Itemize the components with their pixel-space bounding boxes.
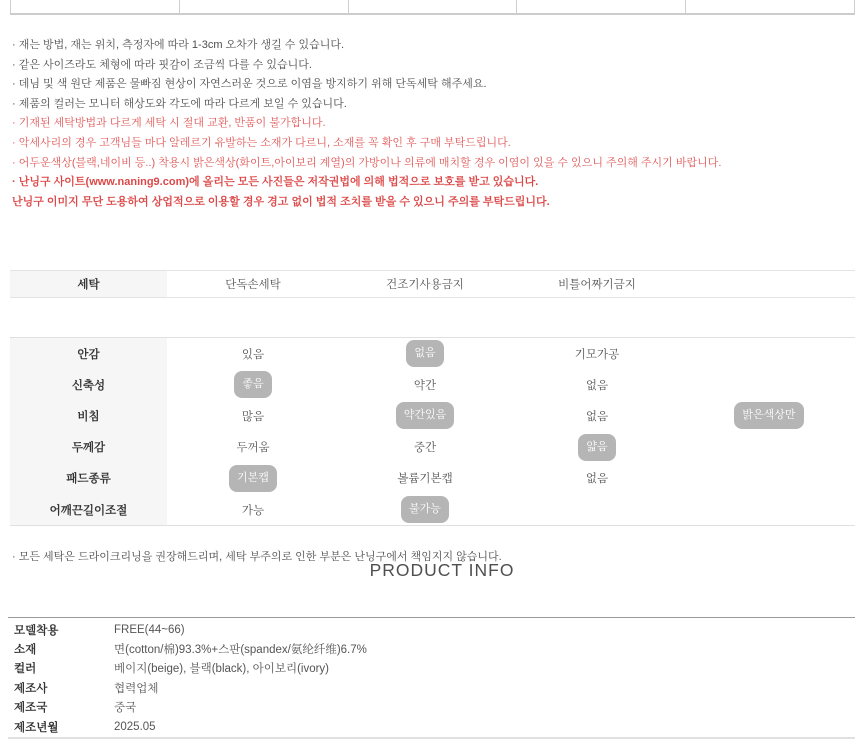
notice-line: · 어두운색상(블랙,네이비 등..) 착용시 밝은색상(화이트,아이보리 계열)의 가방이나 의류에 매치할 경우 이염이 있을 수 있으니 주의해 주시기 바랍니다. bbox=[12, 156, 722, 169]
product-info-label: 컬러 bbox=[14, 663, 37, 676]
notice-line: · 악세사리의 경우 고객님들 마다 알레르기 유발하는 소재가 다르니, 소재를 꼭 확인 후 구매 부탁드립니다. bbox=[12, 136, 511, 149]
product-info-value: 2025.05 bbox=[114, 720, 156, 733]
feature-label: 안감 bbox=[10, 338, 167, 369]
feature-selected-badge: 얇음 bbox=[578, 434, 615, 461]
feature-selected-badge: 없음 bbox=[406, 340, 443, 367]
feature-row bbox=[10, 463, 855, 494]
feature-table bbox=[10, 337, 855, 526]
product-info-row bbox=[8, 659, 855, 678]
care-method: 건조기사용금지 bbox=[386, 279, 464, 291]
feature-selected-badge: 약간있음 bbox=[396, 402, 455, 429]
size-table-cell bbox=[685, 0, 855, 13]
notice-line: · 난닝구 사이트(www.naning9.com)에 올리는 모든 사진들은 저작권법에 의해 법적으로 보호를 받고 있습니다. bbox=[12, 176, 539, 189]
feature-selected-badge: 좋음 bbox=[234, 371, 271, 398]
feature-cell: 있음 bbox=[241, 348, 265, 361]
feature-cell: 볼륨기본캡 bbox=[397, 473, 453, 486]
size-table-bottom-row bbox=[10, 0, 855, 15]
notice-list bbox=[12, 36, 854, 212]
feature-cell bbox=[339, 494, 511, 525]
feature-cell: 많음 bbox=[241, 410, 265, 423]
feature-label: 비침 bbox=[10, 400, 167, 431]
feature-cell bbox=[683, 432, 855, 463]
feature-cell bbox=[683, 494, 855, 525]
feature-cell: 없음 bbox=[585, 473, 609, 486]
feature-label: 신축성 bbox=[10, 369, 167, 400]
product-info-title: PRODUCT INFO bbox=[369, 560, 515, 580]
feature-cell: 없음 bbox=[585, 379, 609, 392]
size-table-cell bbox=[10, 0, 179, 13]
feature-row bbox=[10, 432, 855, 463]
feature-row bbox=[10, 400, 855, 431]
notice-line: 난닝구 이미지 무단 도용하여 상업적으로 이용할 경우 경고 없이 법적 조치를 받을 수 있으니 주의를 부탁드립니다. bbox=[12, 195, 550, 208]
feature-cell: 기모가공 bbox=[574, 348, 620, 361]
feature-cell bbox=[339, 400, 511, 431]
feature-cell bbox=[683, 338, 855, 369]
care-instruction-table bbox=[10, 270, 855, 298]
product-info-label: 제조년월 bbox=[14, 721, 59, 734]
care-method: 비틀어짜기금지 bbox=[558, 279, 636, 291]
feature-label: 패드종류 bbox=[10, 463, 167, 494]
product-info-label: 소재 bbox=[14, 644, 37, 657]
care-note: · 모든 세탁은 드라이크리닝을 권장해드리며, 세탁 부주의로 인한 부분은 난닝구에서 책임지지 않습니다. bbox=[12, 551, 502, 563]
size-table-cell bbox=[179, 0, 348, 13]
feature-row bbox=[10, 338, 855, 369]
feature-cell bbox=[511, 432, 683, 463]
feature-label: 어깨끈길이조절 bbox=[10, 494, 167, 525]
feature-label: 두께감 bbox=[10, 432, 167, 463]
feature-cell bbox=[683, 369, 855, 400]
feature-cell bbox=[167, 463, 339, 494]
feature-selected-badge: 밝은색상만 bbox=[734, 402, 803, 429]
product-info-table bbox=[8, 617, 855, 739]
product-info-row bbox=[8, 717, 855, 736]
product-info-value: 면(cotton/棉)93.3%+스판(spandex/氨纶纤维)6.7% bbox=[114, 644, 367, 657]
feature-selected-badge: 불가능 bbox=[401, 496, 449, 523]
feature-cell bbox=[339, 338, 511, 369]
product-info-label: 제조국 bbox=[14, 702, 48, 715]
feature-cell bbox=[167, 369, 339, 400]
notice-line: · 제품의 컬러는 모니터 해상도와 각도에 따라 다르게 보일 수 있습니다. bbox=[12, 97, 347, 110]
feature-cell: 두꺼움 bbox=[236, 442, 270, 455]
product-info-label: 제조사 bbox=[14, 682, 48, 695]
product-info-value: 협력업체 bbox=[114, 682, 159, 695]
product-info-row bbox=[8, 698, 855, 717]
size-table-cell bbox=[516, 0, 685, 13]
notice-line: · 기재된 세탁방법과 다르게 세탁 시 절대 교환, 반품이 불가합니다. bbox=[12, 117, 326, 130]
feature-cell bbox=[683, 400, 855, 431]
feature-cell: 없음 bbox=[585, 410, 609, 423]
feature-cell bbox=[511, 494, 683, 525]
feature-cell: 가능 bbox=[241, 504, 265, 517]
feature-cell: 중간 bbox=[413, 442, 437, 455]
size-table-cell bbox=[348, 0, 517, 13]
notice-line: · 재는 방법, 재는 위치, 측정자에 따라 1-3cm 오차가 생길 수 있습니다. bbox=[12, 39, 345, 51]
feature-row bbox=[10, 369, 855, 400]
product-info-label: 모델착용 bbox=[14, 624, 59, 637]
product-info-row bbox=[8, 639, 855, 658]
feature-row bbox=[10, 494, 855, 525]
care-method: 단독손세탁 bbox=[225, 279, 281, 291]
feature-selected-badge: 기본캡 bbox=[229, 465, 277, 492]
product-info-value: FREE(44~66) bbox=[114, 623, 185, 636]
feature-cell: 약간 bbox=[413, 379, 437, 392]
product-info-value: 중국 bbox=[114, 702, 137, 715]
product-info-value: 베이지(beige), 블랙(black), 아이보리(ivory) bbox=[114, 663, 330, 676]
notice-line: · 데님 및 색 원단 제품은 물빠짐 현상이 자연스러운 것으로 이염을 방지하기 위해 단독세탁 해주세요. bbox=[12, 78, 487, 91]
product-info-row bbox=[8, 620, 855, 639]
product-info-row bbox=[8, 678, 855, 697]
notice-line: · 같은 사이즈라도 체형에 따라 핏감이 조금씩 다를 수 있습니다. bbox=[12, 58, 312, 71]
feature-cell bbox=[683, 463, 855, 494]
care-row-label: 세탁 bbox=[10, 271, 167, 297]
